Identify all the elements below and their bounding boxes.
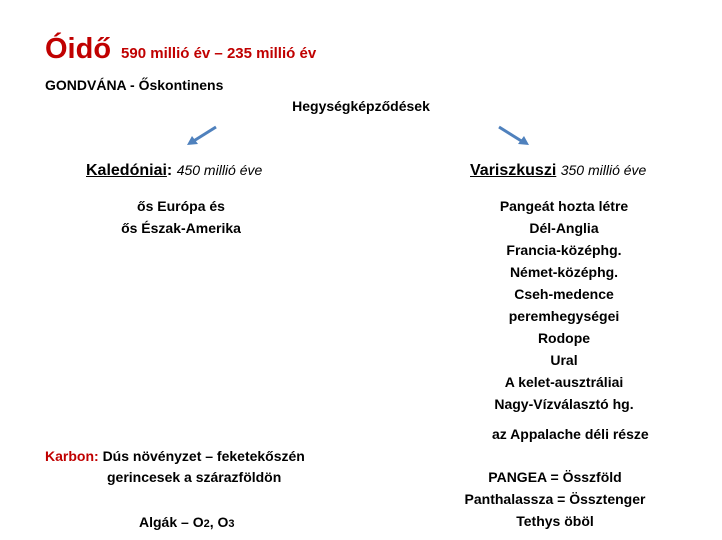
karbon-label: Karbon: <box>45 448 99 464</box>
arrow-down-right-icon <box>494 124 534 148</box>
list-item: Cseh-medence <box>514 286 614 302</box>
variszkuszi-heading <box>470 162 646 180</box>
subtitle: GONDVÁNA - Őskontinens <box>45 77 224 93</box>
list-item: peremhegységei <box>508 308 620 324</box>
kaledoniai-heading <box>86 162 262 180</box>
list-item: Német-középhg. <box>509 264 619 280</box>
list-item: PANGEA = Összföld <box>488 469 622 485</box>
list-item: A kelet-ausztráliai <box>504 374 624 390</box>
bottom-right-list <box>440 466 670 532</box>
slide-title <box>45 33 316 66</box>
list-item: ős Európa és <box>137 198 225 214</box>
arrow-down-left-icon <box>184 124 224 148</box>
center-heading: Hegységképződések <box>292 98 430 114</box>
karbon-text: Dús növényzet – feketekőszén <box>102 448 305 464</box>
algae-sub-1: 2 <box>203 518 210 530</box>
algae-mid: , O <box>209 514 229 530</box>
list-item: Tethys öböl <box>516 513 594 529</box>
kaledoniai-age: 450 millió éve <box>176 162 263 178</box>
karbon-line2: gerincesek a szárazföldön <box>107 469 282 485</box>
variszkuszi-age: 350 millió éve <box>560 162 647 178</box>
algae-prefix: Algák – O <box>139 514 204 530</box>
list-item: Pangeát hozta létre <box>499 198 629 214</box>
kaledoniai-name: Kaledóniai <box>86 162 167 179</box>
appalache-line: az Appalache déli része <box>492 426 649 442</box>
list-item: Ural <box>550 352 578 368</box>
list-item: Nagy-Vízválasztó hg. <box>494 396 634 412</box>
title-main: Óidő <box>45 33 112 65</box>
variszkuszi-name: Variszkuszi <box>470 162 557 179</box>
algae-line <box>139 511 235 535</box>
list-item: Rodope <box>537 330 591 346</box>
kaledoniai-list <box>96 195 266 239</box>
list-item: ős Észak-Amerika <box>121 220 241 236</box>
list-item: Francia-középhg. <box>506 242 622 258</box>
karbon-line1 <box>45 445 305 467</box>
title-range: 590 millió év – 235 millió év <box>121 45 317 62</box>
kaledoniai-colon: : <box>166 162 173 179</box>
list-item: Dél-Anglia <box>529 220 599 236</box>
variszkuszi-list <box>464 195 664 415</box>
list-item: Panthalassza = Össztenger <box>464 491 646 507</box>
algae-sub-2: 3 <box>228 518 235 530</box>
